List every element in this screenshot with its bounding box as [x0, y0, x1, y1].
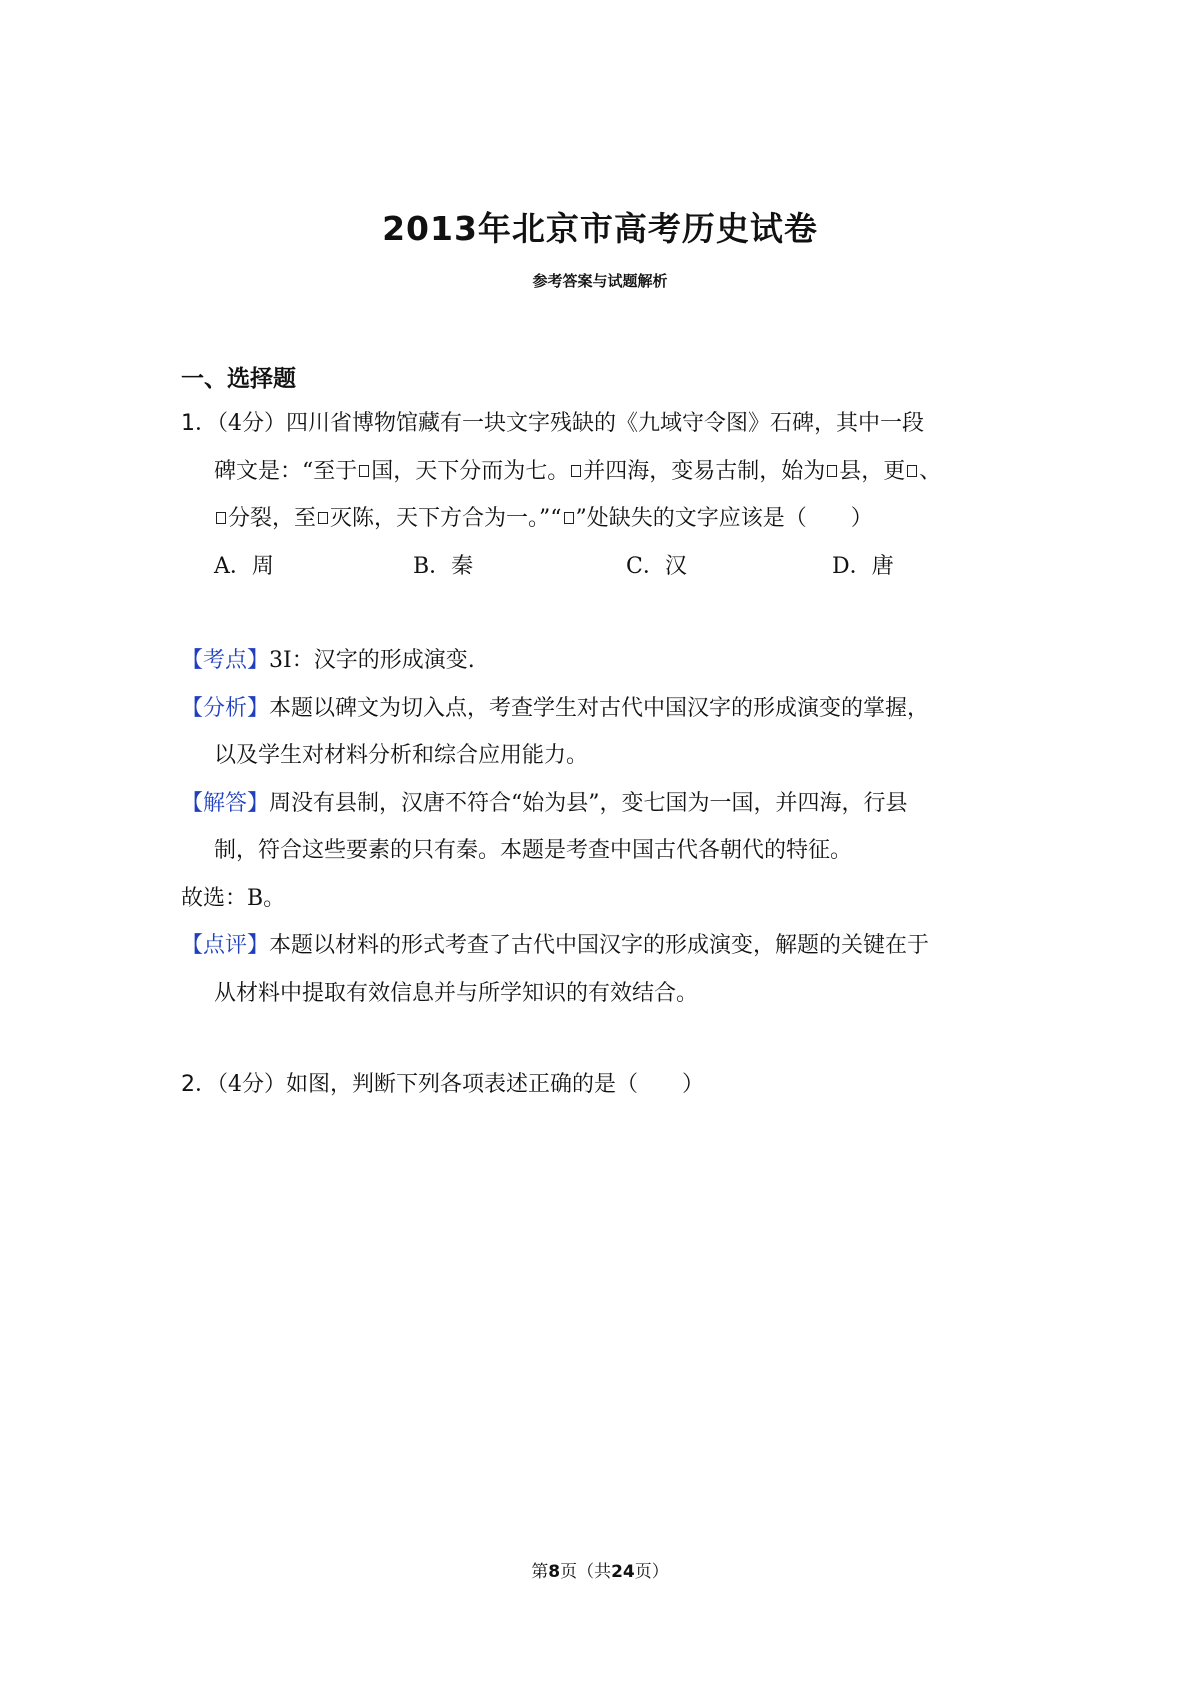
question-2-text: 如图，判断下列各项表述正确的是（ ）	[286, 1072, 705, 1097]
missing-char-box	[359, 465, 369, 477]
answer-choice: 故选：B。	[181, 885, 286, 911]
question-1-line-1	[181, 400, 1031, 448]
fenxi-text-1: 本题以碑文为切入点，考查学生对古代中国汉字的形成演变的掌握，	[269, 695, 930, 721]
answer-dianping-line-2: 从材料中提取有效信息并与所学知识的有效结合。	[214, 980, 699, 1006]
document-body	[181, 400, 1031, 1109]
answer-jieda-line-1	[181, 780, 1031, 828]
answer-kaodian	[181, 637, 1031, 685]
question-1-number: 1．	[181, 411, 217, 436]
question-1-text-3b: 灭陈，天下方合为一。”“	[330, 506, 562, 531]
option-a[interactable]: A．周	[214, 553, 274, 579]
question-1-text-2a: 碑文是：“至于	[214, 458, 358, 484]
answer-fenxi-line-1	[181, 685, 1031, 733]
missing-char-box	[216, 512, 226, 524]
question-1-line-2	[181, 448, 1031, 496]
jieda-text-1: 周没有县制，汉唐不符合“始为县”，变七国为一国，并四海，行县	[269, 790, 908, 816]
question-1-line-3	[181, 495, 1031, 543]
footer-total-pages: 24	[611, 1562, 635, 1582]
question-2-number: 2．	[181, 1072, 217, 1097]
missing-char-box	[907, 465, 917, 477]
answer-jieda-line-2: 制，符合这些要素的只有秦。本题是考查中国古代各朝代的特征。	[214, 838, 853, 863]
missing-char-box	[827, 465, 837, 477]
fenxi-tag: 【分析】	[181, 695, 270, 721]
question-1-text-3c: ”处缺失的文字应该是（ ）	[575, 506, 873, 531]
kaodian-tag: 【考点】	[181, 648, 270, 673]
kaodian-text: 3I：汉字的形成演变.	[269, 648, 475, 673]
footer-page-number: 8	[548, 1562, 561, 1582]
question-1-options	[181, 543, 1031, 591]
option-c[interactable]: C．汉	[626, 553, 687, 579]
option-b[interactable]: B．秦	[413, 553, 474, 579]
jieda-tag: 【解答】	[181, 790, 270, 816]
section-heading: 一、选择题	[181, 366, 296, 392]
page-footer	[0, 1557, 1200, 1582]
missing-char-box	[564, 512, 574, 524]
dianping-text-1: 本题以材料的形式考查了古代中国汉字的形成演变，解题的关键在于	[269, 933, 930, 958]
question-2-score: （4分）	[217, 1072, 286, 1097]
dianping-tag: 【点评】	[181, 933, 270, 958]
page-subtitle: 参考答案与试题解析	[532, 272, 668, 290]
spacer	[181, 590, 1031, 637]
missing-char-box	[571, 465, 581, 477]
spacer	[181, 1017, 1031, 1061]
option-d[interactable]: D．唐	[832, 553, 894, 579]
answer-dianping-line-1	[181, 922, 1031, 970]
footer-pre: 第	[531, 1562, 549, 1582]
question-2	[181, 1061, 1031, 1109]
footer-post: 页）	[634, 1562, 669, 1582]
missing-char-box	[318, 512, 328, 524]
footer-mid: 页（共	[560, 1562, 612, 1582]
question-1-text-2b: 国，天下分而为七。	[371, 458, 570, 484]
question-1-text-1: 四川省博物馆藏有一块文字残缺的《九域守令图》石碑，其中一段	[286, 411, 925, 436]
question-1-text-2d: 县，更	[839, 458, 906, 484]
answer-fenxi-line-2: 以及学生对材料分析和综合应用能力。	[214, 743, 589, 768]
question-1-score: （4分）	[217, 411, 286, 436]
question-1-text-2e: 、	[919, 458, 942, 484]
question-1-text-3a: 分裂，至	[228, 506, 317, 531]
question-1-text-2c: 并四海，变易古制，始为	[583, 458, 826, 484]
page-title: 2013年北京市高考历史试卷	[382, 209, 818, 248]
